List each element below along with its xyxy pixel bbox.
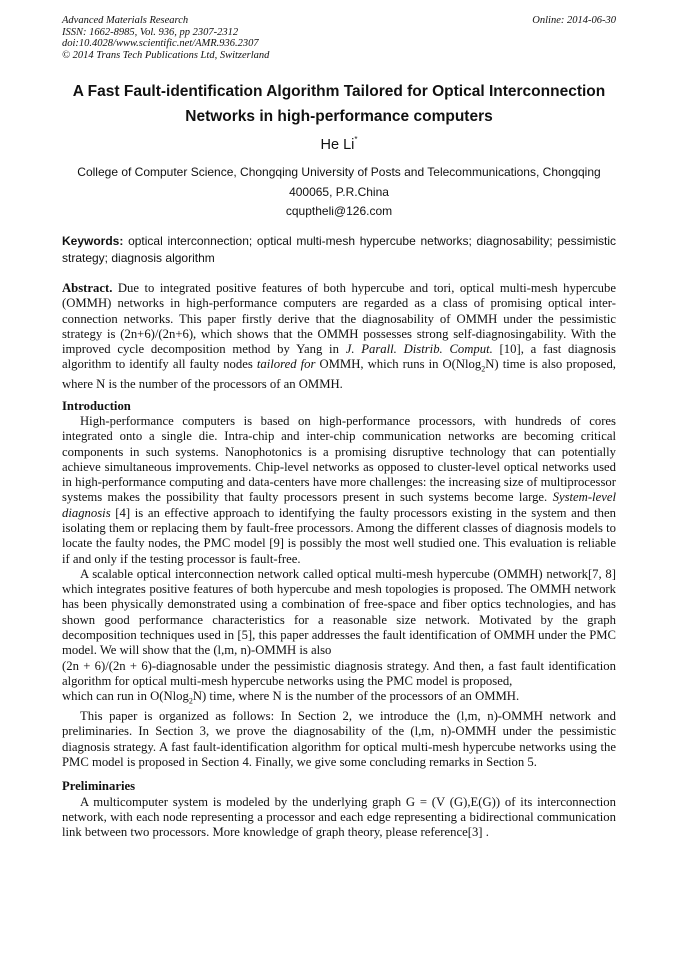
intro-paragraph-5: This paper is organized as follows: In Section 2, we introduce the (l,m, n)-OMMH network and preliminaries. In Section 3, we prove the diagnosability of the (l,m, n)-OMMH under the pessimistic diagnosis strategy. A fast fault-identification algorithm for optical multi-mesh hypercube networks using the PMC model is proposed in Section 4. Finally, we give some concluding remarks in Section 5. [62,709,616,769]
preliminaries-heading: Preliminaries [62,779,136,794]
copyright-line: © 2014 Trans Tech Publications Ltd, Switzerland [62,49,270,61]
paper-title [50,80,628,129]
journal-header [62,15,616,61]
prelim-paragraph-1: A multicomputer system is modeled by the underlying graph G = (V (G),E(G)) of its interconnection network, with each node representing a processor and each edge representing a bidirectional communication link between two processors. More knowledge of graph theory, please reference[3] . [62,794,616,840]
abstract-subscript: 2 [481,365,486,375]
affiliation [62,162,616,202]
title-line-1: A Fast Fault-identification Algorithm Tailored for Optical Interconnection [72,83,606,100]
online-date: Online: 2014-06-30 [532,15,616,26]
journal-name: Advanced Materials Research [62,15,189,26]
abstract-text-1: Due to integrated positive features of both hypercube and tori, optical multi-mesh hypercube (OMMH) networks in high-performance computers are regarded as a class of promising optical inter- connection networks. This paper firstly derive that the diagnosability of OMMH under the pessimistic strategy is (2n+6)/(2n+6), which shows that the OMMH possesses strong self-diagnosingability. With the improved cycle decomposition method by Yang in [62,281,616,357]
keywords-label: Keywords: [62,234,124,248]
affiliation-line-1: College of Computer Science, Chongqing University of Posts and Telecommunications, Chongqing [77,165,601,179]
paper-body [62,281,616,840]
abstract-tailored: tailored for [256,357,316,372]
author-email: cquptheli@126.com [285,204,393,218]
issn-line: ISSN: 1662-8985, Vol. 936, pp 2307-2312 [62,26,239,38]
abstract-label: Abstract. [62,281,113,295]
intro-p4-text-a: which can run in O(Nlog [62,689,189,704]
intro-paragraph-2: A scalable optical interconnection network called optical multi-mesh hypercube (OMMH) network[7, 8] which integrates positive features of both hypercube and mesh topologies is proposed. The OMMH network has been physically demonstrated using a combination of free-space and fiber optics technologies, and has shown good performance characteristics for a reasonable size network. Motivated by the graph decomposition techniques used in [5], this paper addresses the fault identification of OMMH under the PMC model. We will show that the (l,m, n)-OMMH is also [62,566,616,658]
author-name: He Li [320,137,355,153]
intro-p1-italic: System-level diagnosis [62,490,616,520]
abstract-text-3: OMMH, which runs in O(Nlog [315,357,482,372]
title-line-2: Networks in high-performance computers [185,107,493,125]
author-mark: * [354,135,358,144]
intro-p1-text-b: [4] is an effective approach to identifying the faulty processors existing in the system and then isolating them or replacing them by fault-free processors. Among the different classes of diagnosis models to locate the faulty nodes, the PMC model [9] is possibly the most well studied one. This evaluation is reliable if and only if the testing processor is fault-free. [62,505,616,566]
intro-paragraph-1 [62,414,616,567]
affiliation-line-2: 400065, P.R.China [289,185,389,199]
keywords-text: optical interconnection; optical multi-mesh hypercube networks; diagnosability; pessimistic strategy; diagnosis algorithm [62,234,616,265]
keywords [62,233,616,266]
intro-paragraph-4 [62,689,616,709]
intro-p4-subscript: 2 [188,696,193,706]
author-line [0,137,678,153]
doi-line: doi:10.4028/www.scientific.net/AMR.936.2307 [62,38,259,50]
abstract-text-2: [10], a fast diagnosis algorithm to identify all faulty nodes [62,342,616,372]
abstract-journal-ref: J. Parall. Distrib. Comput. [345,342,493,357]
intro-p1-text-a: High-performance computers is based on high-performance processors, with hundreds of cores integrated onto a single die. Intra-chip and inter-chip communication networks are becoming critical components in such systems. Nanophotonics is a promising disruptive technology that can potentially achieve simultaneous improvements. Chip-level networks as opposed to cluster-level optical networks used in high-performance computing and data-centers have more challenges: the increasing size of multiprocessor systems makes the possibility that faulty processors present in such systems become large. [62,413,616,505]
introduction-heading: Introduction [62,398,131,413]
intro-p4-text-b: N) time, where N is the number of the processors of an OMMH. [192,689,520,704]
intro-paragraph-3: (2n + 6)/(2n + 6)-diagnosable under the pessimistic diagnosis strategy. And then, a fast fault identification algorithm for optical multi-mesh hypercube networks using the PMC model is proposed, [62,658,616,688]
abstract-text-4: N) time is also proposed, where N is the number of the processors of an OMMH. [62,357,616,392]
abstract-paragraph [62,281,616,393]
